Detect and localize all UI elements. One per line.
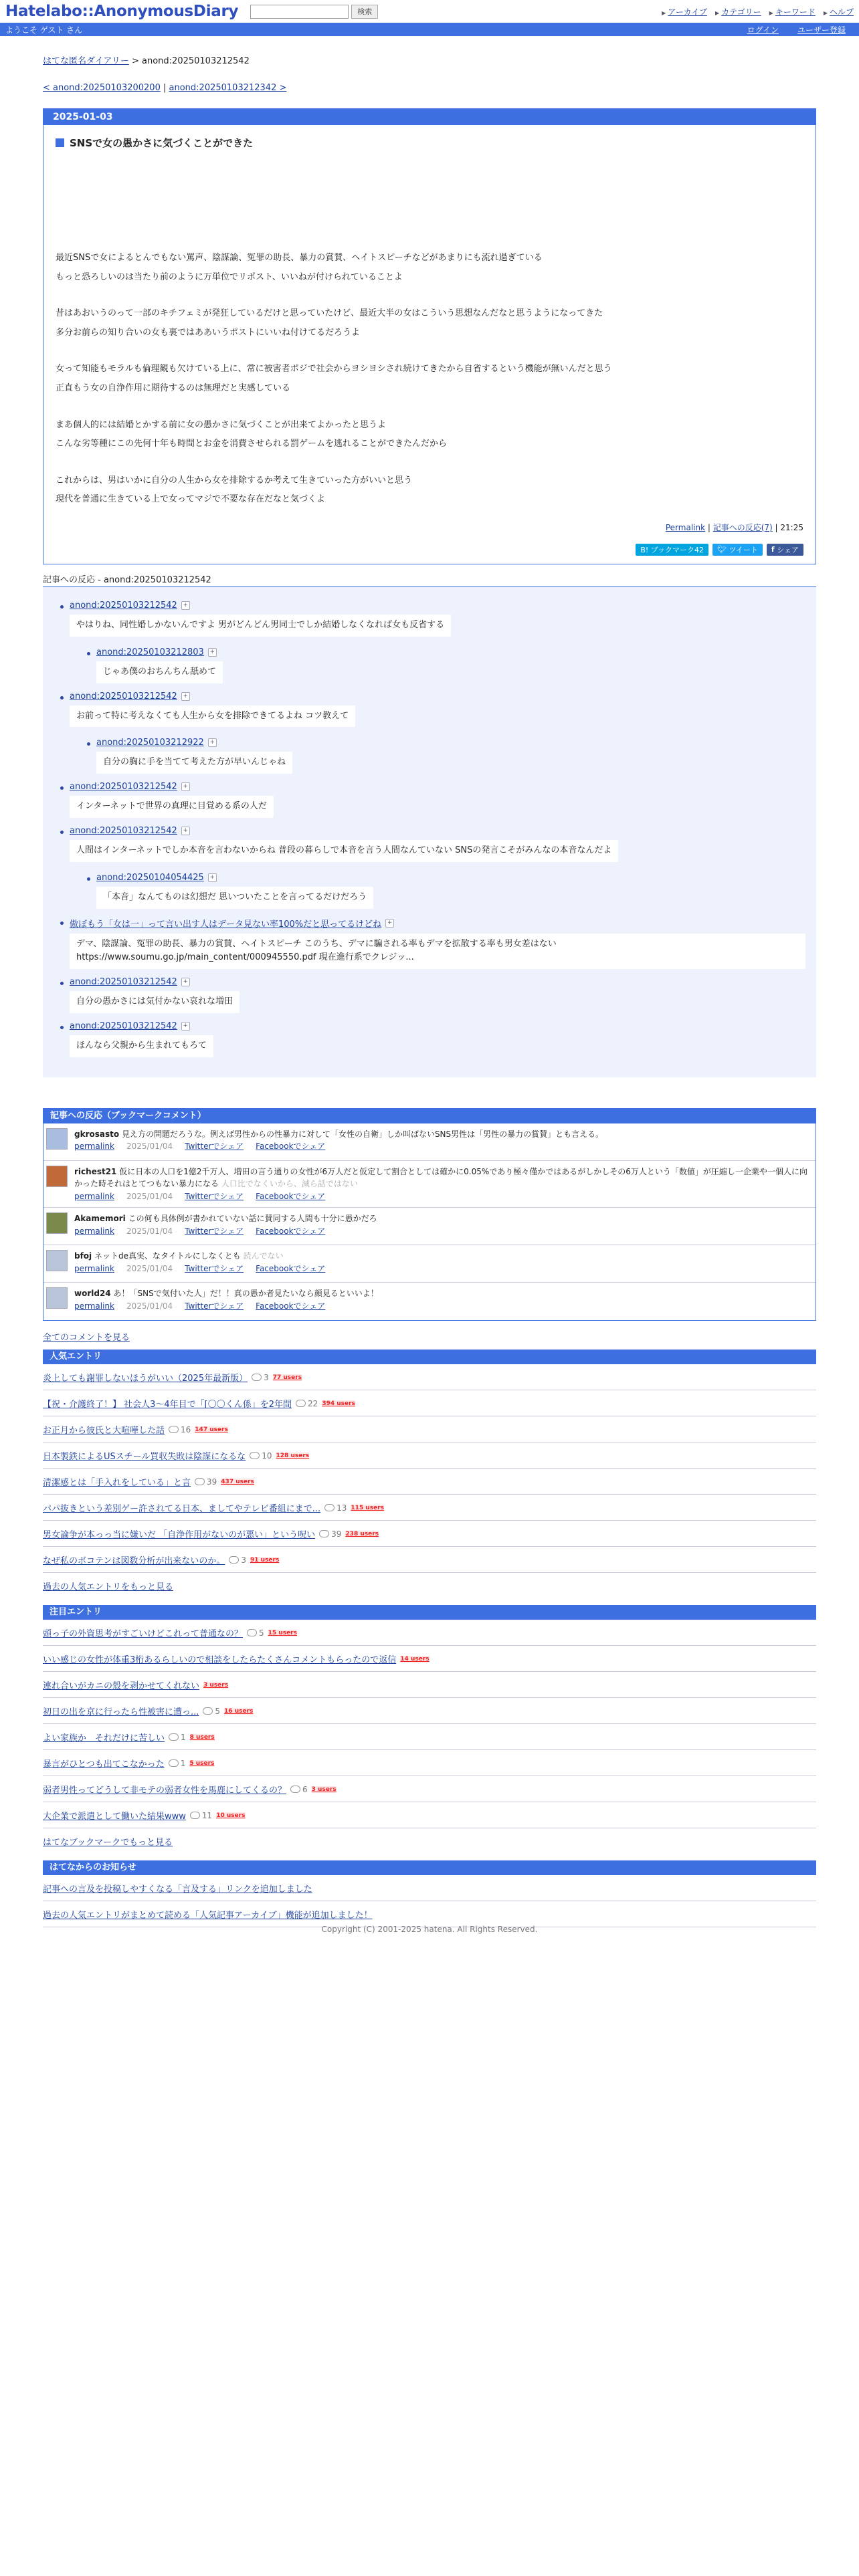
entry-body xyxy=(56,249,803,510)
hatena-news xyxy=(43,1860,816,1927)
hatena-bookmark-button[interactable]: B! ブックマーク42 xyxy=(636,544,708,556)
reaction-text: 「本音」なんてものは幻想だ 思いついたことを言ってるだけだろう xyxy=(96,887,373,909)
comment-line xyxy=(74,1250,325,1263)
comment-count xyxy=(190,1811,212,1820)
comment-facebook-share[interactable]: Facebookでシェア xyxy=(256,1191,326,1201)
bookmark-comment xyxy=(43,1208,816,1245)
entry-line: 正直もう女の自浄作用に期待するのは無理だと実感している xyxy=(56,383,291,393)
comment-date: 2025/01/04 xyxy=(126,1264,173,1274)
reaction-link-row xyxy=(70,917,805,930)
comment-balloon-icon xyxy=(203,1707,213,1715)
notable-item xyxy=(43,1724,816,1750)
comment-count xyxy=(203,1707,220,1716)
comment-balloon-icon xyxy=(169,1759,179,1767)
news-heading: はてなからのお知らせ xyxy=(43,1860,816,1875)
reaction-tree xyxy=(43,587,816,1077)
facebook-icon: f xyxy=(771,545,775,554)
comment-balloon-icon xyxy=(195,1478,205,1485)
comment-count-value: 1 xyxy=(181,1732,186,1742)
title-square-icon xyxy=(56,138,64,147)
popular-title-link[interactable]: 男女論争が本っっ当に嫌いだ 「自浄作用がないのが悪い」という呪い xyxy=(43,1530,316,1541)
comment-user[interactable]: bfoj xyxy=(74,1251,92,1261)
comment-text: この何も具体例が書かれていない話に賛同する人間も十分に愚かだろ xyxy=(128,1214,377,1224)
expand-icon[interactable]: + xyxy=(385,919,394,928)
tweet-label: ツイート xyxy=(729,545,758,554)
entry-paragraph xyxy=(56,471,803,510)
news-link[interactable]: 記事への言及を投稿しやすくなる「言及する」リンクを追加しました xyxy=(43,1885,312,1895)
entry-time: 21:25 xyxy=(780,522,803,532)
comment-user[interactable]: Akamemori xyxy=(74,1214,126,1224)
comment-count-value: 22 xyxy=(308,1398,318,1408)
comment-meta xyxy=(74,1140,603,1153)
comment-count xyxy=(229,1555,246,1565)
bookmark-users-badge[interactable]: 437 users xyxy=(221,1478,254,1485)
reaction-item xyxy=(54,826,805,862)
breadcrumb xyxy=(43,53,816,66)
facebook-label: シェア xyxy=(777,545,799,554)
notable-title-link[interactable]: 大企業で派遣として働いた結果www xyxy=(43,1812,186,1822)
breadcrumb-current: anond:20250103212542 xyxy=(142,56,250,66)
popular-item xyxy=(43,1495,816,1521)
expand-icon[interactable]: + xyxy=(208,738,217,747)
comment-count xyxy=(169,1759,186,1768)
comment-count xyxy=(169,1733,186,1742)
search-input[interactable] xyxy=(250,5,349,19)
twitter-bird-icon: 🐦︎ xyxy=(717,545,727,554)
bookmark-comment xyxy=(43,1283,816,1320)
comment-count xyxy=(169,1425,191,1434)
comment-permalink[interactable]: permalink xyxy=(74,1264,114,1274)
entry-line: 最近SNSで女によるとんでもない罵声、陰謀論、冤罪の助長、暴力の賞賛、ヘイトスピーチなどがあまりにも流れ過ぎている xyxy=(56,253,543,263)
reaction-item xyxy=(54,782,805,818)
comment-line xyxy=(74,1212,377,1225)
entry-panel xyxy=(43,108,816,564)
notable-title-link[interactable]: いい感じの女性が体重3桁あるらしいので相談をしたらたくさんコメントもらったので返信 xyxy=(43,1655,397,1666)
comment-meta xyxy=(74,1300,379,1313)
entry-title xyxy=(56,136,803,150)
notable-item xyxy=(43,1698,816,1724)
bookmark-users-badge[interactable]: 3 users xyxy=(311,1786,337,1793)
popular-item xyxy=(43,1390,816,1416)
entry-paragraph xyxy=(56,360,803,398)
comment-facebook-share[interactable]: Facebookでシェア xyxy=(256,1301,326,1311)
reaction-link[interactable]: anond:20250103212922 xyxy=(96,738,204,748)
comment-line xyxy=(74,1128,603,1141)
bookmark-comments-heading: 記事への反応（ブックマークコメント） xyxy=(43,1109,816,1123)
entry-line: 女って知能もモラルも倫理観も欠けている上に、常に被害者ポジで社会からヨシヨシされ続けてきたから自省するという機能が無いんだと思う xyxy=(56,364,612,374)
bookmark-users-badge[interactable]: 10 users xyxy=(216,1812,246,1819)
search-button[interactable]: 検索 xyxy=(351,5,378,19)
comment-count xyxy=(324,1503,347,1513)
comment-user[interactable]: world24 xyxy=(74,1289,111,1299)
reaction-link-row xyxy=(96,647,805,657)
notable-entries xyxy=(43,1605,816,1854)
entry-title-text: SNSで女の愚かさに気づくことができた xyxy=(70,137,254,149)
reaction-text: デマ、陰謀論、冤罪の助長、暴力の賞賛、ヘイトスピーチ このうち、デマに騙される率もデマを拡散する率も男女差はない https://www.soumu.go.jp/main_content/000945550.pdf 現在進行系でクレジッ... xyxy=(70,934,805,970)
avatar[interactable] xyxy=(46,1128,68,1150)
all-comments-link[interactable]: 全てのコメントを見る xyxy=(43,1333,130,1344)
notable-title-link[interactable]: 初日の出を京に行ったら性被害に遭っ... xyxy=(43,1707,199,1718)
reaction-link-row xyxy=(70,1021,805,1031)
prev-entry-link[interactable]: < anond:20250103200200 xyxy=(43,83,161,93)
comment-faded-text: 人口比でなくいから、減ら話ではない xyxy=(221,1179,358,1189)
bookmark-users-badge[interactable]: 3 users xyxy=(203,1681,229,1689)
comment-count xyxy=(290,1785,308,1794)
reaction-link[interactable]: anond:20250103212542 xyxy=(70,782,177,792)
breadcrumb-home[interactable]: はてな匿名ダイアリー xyxy=(43,56,129,66)
reaction-link[interactable]: anond:20250103212542 xyxy=(70,825,177,836)
notable-title-link[interactable]: 連れ合いがカニの殻を剥かせてくれない xyxy=(43,1681,200,1692)
bookmark-users-badge[interactable]: 128 users xyxy=(276,1452,310,1459)
reactions-link[interactable]: 記事への反応(7) xyxy=(712,522,773,532)
comment-twitter-share[interactable]: Twitterでシェア xyxy=(185,1226,244,1237)
popular-title-link[interactable]: 日本製鉄によるUSスチール買収失敗は陰謀になるな xyxy=(43,1452,246,1463)
entry-line: これからは、男はいかに自分の人生から女を排除するか考えて生きていった方がいいと思う xyxy=(56,475,413,486)
comment-text: 見え方の問題だろうな。例えば男性からの性暴力に対して「女性の自衛」しか叫ばないSNS男性は「男性の暴力の賞賛」とも言える。 xyxy=(121,1129,604,1139)
reaction-link-row xyxy=(96,738,805,748)
reaction-text: 自分の愚かさには気付かない哀れな増田 xyxy=(70,991,240,1013)
entry-line: 多分お前らの知り合いの女も裏ではああいうポストにいいね付けてるだろうよ xyxy=(56,327,361,338)
top-nav xyxy=(662,6,854,17)
comment-date: 2025/01/04 xyxy=(126,1191,173,1201)
bookmark-users-badge[interactable]: 91 users xyxy=(250,1556,280,1564)
notable-item xyxy=(43,1802,816,1828)
comment-count-value: 5 xyxy=(215,1706,221,1716)
comment-balloon-icon xyxy=(247,1629,257,1636)
popular-heading: 人気エントリ xyxy=(43,1350,816,1364)
bookmark-users-badge[interactable]: 394 users xyxy=(322,1400,355,1407)
comment-count xyxy=(319,1529,341,1539)
comment-count-value: 10 xyxy=(262,1451,272,1461)
reaction-item xyxy=(54,917,805,970)
comment-date: 2025/01/04 xyxy=(126,1142,173,1152)
reaction-text: ほんなら父親から生まれてもろて xyxy=(70,1035,213,1057)
popular-title-link[interactable]: 【祝・介護終了！】 社会人3～4年目で「[〇〇くん係」を2年間 xyxy=(43,1400,292,1410)
reaction-text: やはりね、同性婚しかないんですよ 男がどんどん男同士でしか結婚しなくなれば女も反省する xyxy=(70,615,451,637)
comment-count-value: 6 xyxy=(302,1784,308,1794)
comment-balloon-icon xyxy=(250,1452,260,1459)
entry-paragraph xyxy=(56,249,803,287)
news-item xyxy=(43,1875,816,1901)
comment-balloon-icon xyxy=(252,1374,262,1381)
popular-item xyxy=(43,1364,816,1390)
comment-user[interactable]: gkrosasto xyxy=(74,1129,120,1139)
comment-twitter-share[interactable]: Twitterでシェア xyxy=(185,1191,244,1201)
comment-permalink[interactable]: permalink xyxy=(74,1191,114,1201)
popular-item xyxy=(43,1547,816,1573)
reaction-link[interactable]: anond:20250103212803 xyxy=(96,647,204,657)
comment-count-value: 13 xyxy=(337,1503,347,1513)
reaction-link-row xyxy=(70,601,805,611)
bookmark-users-badge[interactable]: 15 users xyxy=(268,1629,297,1636)
share-buttons xyxy=(56,544,803,556)
entry-line: もっと恐ろしいのは当たり前のように万単位でリポスト、いいねが付けられていることよ xyxy=(56,272,403,282)
entry-date: 2025-01-03 xyxy=(43,109,816,125)
comment-permalink[interactable]: permalink xyxy=(74,1226,114,1237)
nav-archive[interactable]: ▶ アーカイブ xyxy=(662,6,707,17)
tweet-button[interactable] xyxy=(712,544,763,556)
comment-count-value: 3 xyxy=(241,1555,246,1565)
comment-twitter-share[interactable]: Twitterでシェア xyxy=(185,1264,244,1274)
breadcrumb-separator: > xyxy=(128,56,142,66)
popular-item xyxy=(43,1416,816,1442)
copyright: Copyright (C) 2001-2025 hatena. All Rights Reserved. xyxy=(321,1925,538,1934)
notable-item xyxy=(43,1672,816,1698)
bookmark-comment xyxy=(43,1245,816,1283)
expand-icon[interactable]: + xyxy=(181,692,190,701)
expand-icon[interactable]: + xyxy=(208,873,217,882)
nav-category[interactable]: ▶ カテゴリー xyxy=(715,6,761,17)
comment-body xyxy=(74,1128,603,1156)
entry-line: こんな劣等種にこの先何十年も時間とお金を消費させられる罰ゲームを逃れることができたんだから xyxy=(56,439,448,449)
comment-count xyxy=(247,1628,264,1638)
comment-count-value: 1 xyxy=(180,1758,186,1768)
bookmark-users-badge[interactable]: 5 users xyxy=(189,1759,215,1767)
comment-permalink[interactable]: permalink xyxy=(74,1301,114,1311)
comment-count xyxy=(250,1451,272,1461)
register-link[interactable]: ユーザー登録 xyxy=(797,25,846,35)
comment-date: 2025/01/04 xyxy=(126,1301,173,1311)
facebook-share-button[interactable] xyxy=(767,544,803,556)
comment-balloon-icon xyxy=(290,1786,300,1793)
entry-line: 現代を普通に生きている上で女ってマジで不要な存在だなと気づくよ xyxy=(56,494,326,505)
reaction-link-row xyxy=(70,691,805,702)
comment-body xyxy=(74,1250,325,1277)
comment-twitter-share[interactable]: Twitterでシェア xyxy=(185,1301,244,1311)
popular-item xyxy=(43,1442,816,1469)
comment-count-value: 3 xyxy=(264,1372,269,1382)
notable-item xyxy=(43,1646,816,1672)
comment-facebook-share[interactable]: Facebookでシェア xyxy=(256,1264,326,1274)
comment-body xyxy=(74,1166,813,1203)
comment-count xyxy=(252,1373,269,1382)
entry-paragraph xyxy=(56,304,803,342)
comment-permalink[interactable]: permalink xyxy=(74,1142,114,1152)
bookmark-users-badge[interactable]: 115 users xyxy=(351,1504,385,1511)
popular-entries xyxy=(43,1350,816,1598)
avatar[interactable] xyxy=(46,1212,68,1234)
reaction-link[interactable]: anond:20250103212542 xyxy=(70,691,177,702)
reaction-link-row xyxy=(70,782,805,792)
expand-icon[interactable]: + xyxy=(181,978,190,986)
notable-heading: 注目エントリ xyxy=(43,1605,816,1620)
reaction-link-row xyxy=(70,826,805,836)
bookmark-users-badge[interactable]: 16 users xyxy=(224,1707,254,1715)
popular-more-link[interactable]: 過去の人気エントリをもっと見る xyxy=(43,1582,174,1593)
comment-count-value: 5 xyxy=(259,1628,264,1638)
comment-count-value: 39 xyxy=(331,1529,342,1539)
reaction-item xyxy=(54,601,805,637)
popular-title-link[interactable]: 清潔感とは「手入れをしている」と言 xyxy=(43,1478,191,1489)
comment-balloon-icon xyxy=(169,1733,179,1741)
notable-item xyxy=(43,1750,816,1776)
comment-balloon-icon xyxy=(319,1530,329,1537)
comment-faded-text: 読んでない xyxy=(243,1251,284,1261)
comment-text: 仮に日本の人口を1億2千万人、増田の言う通りの女性が6万人だと仮定して割合としては確かに0.05%であり極々僅かではあるがしかしその6万人という「数値」が圧縮し一企業や一個人に向かった時それはとてつもない暴力になる xyxy=(74,1166,807,1189)
comment-balloon-icon xyxy=(190,1812,200,1819)
comment-meta xyxy=(74,1225,377,1238)
expand-icon[interactable]: + xyxy=(181,601,190,610)
reaction-text: 人間はインターネットでしか本音を言わないからね 普段の暮らしで本音を言う人間なんていない SNSの発言こそがみんなの本音なんだよ xyxy=(70,840,618,862)
bookmark-users-badge[interactable]: 238 users xyxy=(345,1530,379,1537)
main-content xyxy=(43,53,816,1927)
comment-count-value: 11 xyxy=(201,1810,213,1820)
bookmark-users-badge[interactable]: 14 users xyxy=(400,1655,430,1662)
site-header xyxy=(0,0,859,23)
next-entry-link[interactable]: anond:20250103212342 > xyxy=(169,83,287,93)
popular-title-link[interactable]: お正月から彼氏と大喧嘩した話 xyxy=(43,1426,165,1436)
reaction-link-row xyxy=(70,977,805,987)
comment-line xyxy=(74,1166,813,1190)
user-bar xyxy=(0,23,859,36)
comment-balloon-icon xyxy=(169,1426,179,1433)
reaction-item xyxy=(54,691,805,728)
pager xyxy=(43,83,816,93)
welcome-text: ようこそ ゲスト さん xyxy=(5,25,83,35)
bookmark-comment xyxy=(43,1161,816,1208)
reactions-heading: 記事への反応 - anond:20250103212542 xyxy=(43,572,816,587)
reaction-item xyxy=(54,873,805,909)
nav-keyword[interactable]: ▶ キーワード xyxy=(769,6,816,17)
bookmark-users-badge[interactable]: 147 users xyxy=(195,1426,228,1433)
permalink[interactable]: Permalink xyxy=(665,522,706,532)
avatar[interactable] xyxy=(46,1287,68,1309)
notable-title-link[interactable]: よい家族か それだけに苦しい xyxy=(43,1733,165,1744)
popular-title-link[interactable]: なぜ私のボコテンは図数分析が出来ないのか。 xyxy=(43,1556,225,1567)
comment-date: 2025/01/04 xyxy=(126,1226,173,1237)
bookmark-users-badge[interactable]: 8 users xyxy=(189,1733,215,1741)
comment-meta xyxy=(74,1190,813,1203)
reaction-text: お前って特に考えなくても人生から女を排除できてるよね コツ教えて xyxy=(70,706,355,728)
entry-paragraph xyxy=(56,416,803,454)
popular-title-link[interactable]: パパ抜きという差別ゲー許されてる日本、ましてやテレビ番組にまで... xyxy=(43,1504,321,1515)
reaction-link[interactable]: anond:20250103212542 xyxy=(70,977,177,988)
comment-user[interactable]: richest21 xyxy=(74,1166,117,1176)
comment-facebook-share[interactable]: Facebookでシェア xyxy=(256,1226,326,1237)
comment-count xyxy=(195,1477,217,1487)
entry-footer: Permalink | 記事への反応(7) | 21:25 xyxy=(665,522,803,532)
comment-text: ネットde真実、なタイトルにしなくとも xyxy=(94,1251,241,1261)
notable-title-link[interactable]: 暴言がひとつも出てこなかった xyxy=(43,1759,165,1770)
reaction-link[interactable]: anond:20250103212542 xyxy=(70,600,177,611)
expand-icon[interactable]: + xyxy=(181,782,190,791)
reaction-link-row xyxy=(96,873,805,883)
reaction-text: じゃあ僕のおちんちん舐めて xyxy=(96,661,223,683)
comment-balloon-icon xyxy=(296,1400,306,1407)
notable-item xyxy=(43,1620,816,1646)
comment-facebook-share[interactable]: Facebookでシェア xyxy=(256,1142,326,1152)
bookmark-comment xyxy=(43,1123,816,1161)
reaction-text: インターネットで世界の真理に目覚める系の人だ xyxy=(70,796,274,818)
notable-title-link[interactable]: 頭っ子の外資思考がすごいけどこれって普通なの？ xyxy=(43,1629,244,1640)
reaction-item xyxy=(54,977,805,1013)
popular-item xyxy=(43,1521,816,1547)
notable-title-link[interactable]: 弱者男性ってどうして非モテの弱者女性を馬鹿にしてくるの？ xyxy=(43,1786,287,1796)
expand-icon[interactable]: + xyxy=(208,648,217,657)
reaction-item xyxy=(54,1021,805,1057)
nav-help[interactable]: ▶ ヘルプ xyxy=(824,6,854,17)
reaction-item xyxy=(54,738,805,774)
popular-title-link[interactable]: 炎上しても謝罪しないほうがいい（2025年最新版） xyxy=(43,1374,248,1384)
pager-separator: | xyxy=(160,83,169,93)
bookmark-comments xyxy=(43,1108,816,1321)
reaction-link[interactable]: anond:20250103212542 xyxy=(70,1021,177,1031)
popular-item xyxy=(43,1469,816,1495)
comment-count-value: 16 xyxy=(181,1424,191,1434)
avatar[interactable] xyxy=(46,1250,68,1271)
comment-text: あ！「SNSで気付いた人」だ！！真の愚か者見たいなら顔見るといいよ！ xyxy=(113,1289,379,1299)
site-logo[interactable]: Hatelabo::AnonymousDiary xyxy=(5,3,239,20)
entry-line: 昔はあおいうのって一部のキチフェミが発狂しているだけと思っていたけど、最近大半の女はこういう思想なんだなと思うようになってきた xyxy=(56,308,603,319)
news-link[interactable]: 過去の人気エントリがまとめて読める「人気記事アーカイブ」機能が追加しました！ xyxy=(43,1911,373,1921)
comment-twitter-share[interactable]: Twitterでシェア xyxy=(185,1142,244,1152)
news-item xyxy=(43,1901,816,1927)
comment-body xyxy=(74,1287,379,1315)
reaction-link[interactable]: 傲ぼもう「女は一」って言い出す人はデータ見ない率100%だと思ってるけどね xyxy=(70,919,382,930)
comment-balloon-icon xyxy=(229,1556,239,1564)
comment-balloon-icon xyxy=(324,1504,335,1511)
reaction-item xyxy=(54,647,805,683)
comment-line xyxy=(74,1287,379,1300)
comment-meta xyxy=(74,1263,325,1275)
comment-body xyxy=(74,1212,377,1240)
reaction-text: 自分の胸に手を当てて考えた方が早いんじゃね xyxy=(96,752,292,774)
notable-more-link[interactable]: はてなブックマークでもっと見る xyxy=(43,1838,173,1848)
reaction-link[interactable]: anond:20250104054425 xyxy=(96,872,204,883)
entry-line: まあ個人的には結婚とかする前に女の愚かさに気づくことが出来てよかったと思うよ xyxy=(56,419,387,430)
login-link[interactable]: ログイン xyxy=(747,25,779,35)
expand-icon[interactable]: + xyxy=(181,827,190,835)
comment-count-value: 39 xyxy=(207,1477,217,1487)
comment-count xyxy=(296,1399,318,1408)
bookmark-users-badge[interactable]: 77 users xyxy=(272,1374,302,1381)
notable-item xyxy=(43,1776,816,1802)
expand-icon[interactable]: + xyxy=(181,1022,190,1031)
avatar[interactable] xyxy=(46,1166,68,1187)
